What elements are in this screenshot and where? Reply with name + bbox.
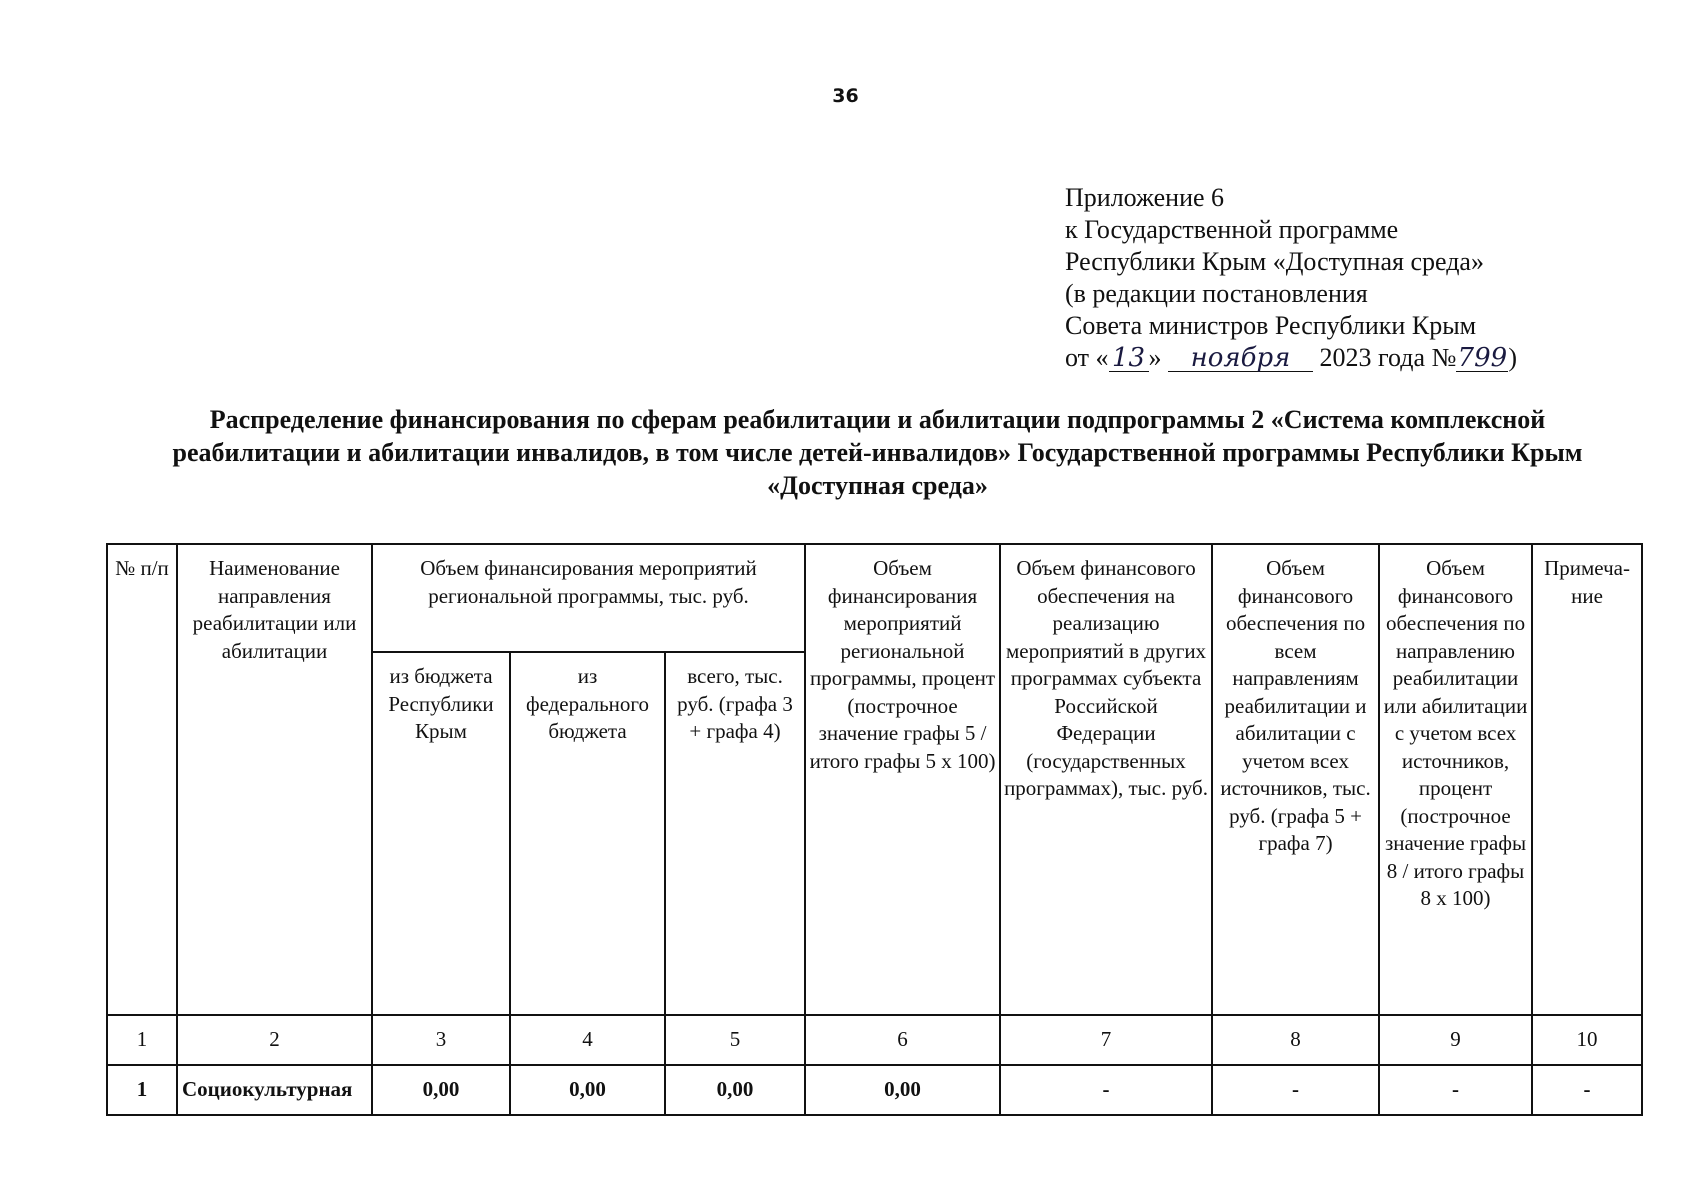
- appendix-line: Приложение 6: [1065, 183, 1225, 212]
- header-col-all-sources: Объем финансового обеспечения по всем направлениям реабилитации и абилитации с учетом всех источников, тыс. руб. (графа 5 + графа 7): [1212, 544, 1379, 1015]
- column-number: 8: [1212, 1015, 1379, 1065]
- header-col-all-sources-percent: Объем финансового обеспечения по направлению реабилитации или абилитации с учетом всех источников, процент (построчное значение графы 8 / итого графы 8 х 100): [1379, 544, 1532, 1015]
- row-regional-budget: 0,00: [372, 1065, 510, 1115]
- column-number: 2: [177, 1015, 372, 1065]
- column-number: 10: [1532, 1015, 1642, 1065]
- column-number-row: [107, 1015, 1642, 1065]
- header-col-number: № п/п: [107, 544, 177, 1015]
- appendix-block: [1065, 182, 1517, 374]
- column-number: 7: [1000, 1015, 1212, 1065]
- page-number: 36: [832, 85, 859, 107]
- header-col-federal-budget: из федерального бюджета: [510, 652, 665, 1015]
- appendix-line: Республики Крым «Доступная среда»: [1065, 247, 1484, 276]
- date-month-handwritten: ноября: [1168, 345, 1313, 372]
- row-number: 1: [107, 1065, 177, 1115]
- header-group-regional-funding: Объем финансирования мероприятий региональной программы, тыс. руб.: [372, 544, 805, 652]
- date-suffix: ): [1508, 343, 1518, 372]
- column-number: 3: [372, 1015, 510, 1065]
- header-col-direction: Наименование направления реабилитации или абилитации: [177, 544, 372, 1015]
- column-number: 4: [510, 1015, 665, 1065]
- title-line: Распределение финансирования по сферам реабилитации и абилитации подпрограммы 2 «Система комплексной: [209, 405, 1546, 434]
- date-day-handwritten: 13: [1109, 345, 1149, 372]
- appendix-date-line: [1065, 342, 1517, 374]
- header-col-percent: Объем финансирования мероприятий региональной программы, процент (построчное значение графы 5 / итого графы 5 х 100): [805, 544, 1000, 1015]
- header-col-total: всего, тыс. руб. (графа 3 + графа 4): [665, 652, 805, 1015]
- row-note: -: [1532, 1065, 1642, 1115]
- document-title: [115, 403, 1640, 502]
- appendix-line: к Государственной программе: [1065, 215, 1399, 244]
- row-other-programs: -: [1000, 1065, 1212, 1115]
- title-line: «Доступная среда»: [767, 471, 988, 500]
- date-prefix: от «: [1065, 343, 1109, 372]
- date-year: 2023 года №: [1313, 343, 1457, 372]
- row-total: 0,00: [665, 1065, 805, 1115]
- appendix-line: (в редакции постановления: [1065, 279, 1368, 308]
- row-all-sources-percent: -: [1379, 1065, 1532, 1115]
- header-row: [107, 544, 1642, 652]
- date-mid: »: [1148, 343, 1169, 372]
- header-col-note: Примеча-ние: [1532, 544, 1642, 1015]
- row-percent: 0,00: [805, 1065, 1000, 1115]
- column-number: 6: [805, 1015, 1000, 1065]
- column-number: 1: [107, 1015, 177, 1065]
- funding-table: [106, 543, 1643, 1116]
- column-number: 9: [1379, 1015, 1532, 1065]
- table-row: [107, 1065, 1642, 1115]
- title-line: реабилитации и абилитации инвалидов, в том числе детей-инвалидов» Государственной программы Республики Крым: [172, 438, 1583, 467]
- header-col-other-programs: Объем финансового обеспечения на реализацию мероприятий в других программах субъекта Российской Федерации (государственных программах), тыс. руб.: [1000, 544, 1212, 1015]
- appendix-line: Совета министров Республики Крым: [1065, 311, 1477, 340]
- document-number-handwritten: 799: [1457, 343, 1508, 373]
- row-all-sources: -: [1212, 1065, 1379, 1115]
- header-col-regional-budget: из бюджета Республики Крым: [372, 652, 510, 1015]
- row-direction-name: Социокультурная: [177, 1065, 372, 1115]
- column-number: 5: [665, 1015, 805, 1065]
- row-federal-budget: 0,00: [510, 1065, 665, 1115]
